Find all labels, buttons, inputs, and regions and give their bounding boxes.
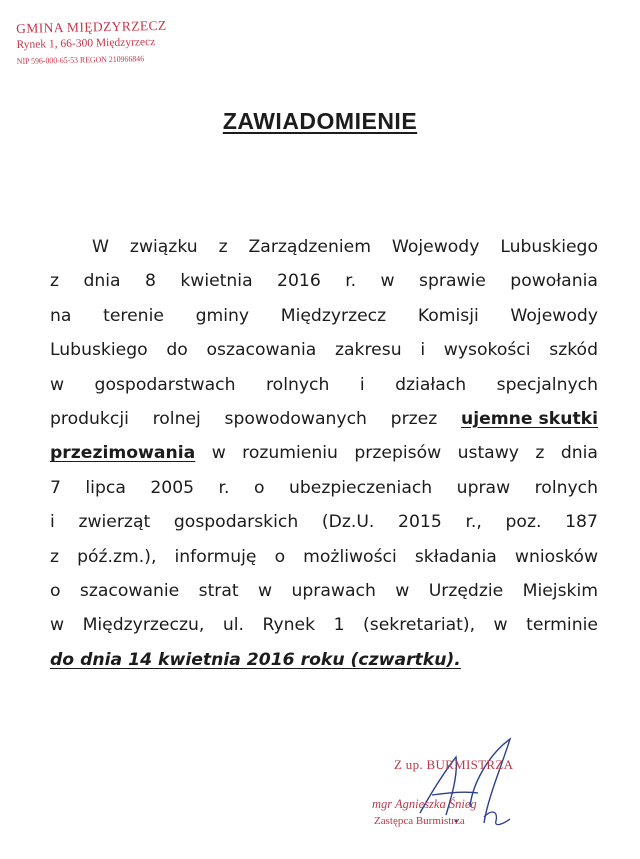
body-word: szkód bbox=[549, 340, 598, 361]
stamp-address: Rynek 1, 66-300 Międzyrzecz bbox=[16, 36, 156, 51]
body-word: przepisów bbox=[354, 443, 442, 464]
body-line bbox=[50, 230, 598, 264]
body-word: zakresu bbox=[334, 340, 402, 361]
body-word: lipca bbox=[85, 477, 126, 498]
body-word: ubezpieczeniach bbox=[288, 477, 433, 498]
body-word: i bbox=[420, 340, 426, 361]
body-word: przez bbox=[390, 408, 438, 429]
body-word: o bbox=[50, 580, 61, 601]
body-word: r., bbox=[465, 512, 482, 533]
body-line bbox=[50, 299, 598, 333]
body-word: wniosków bbox=[514, 546, 598, 567]
body-word: w bbox=[50, 615, 65, 636]
body-word: w bbox=[493, 615, 508, 636]
emphasis-text: ujemne skutki bbox=[460, 408, 598, 429]
body-word: Zarządzeniem bbox=[248, 237, 371, 257]
body-word: terminie bbox=[526, 615, 598, 636]
deadline-line bbox=[50, 643, 598, 677]
body-word: w bbox=[211, 443, 226, 464]
handwritten-signature bbox=[360, 735, 590, 845]
signature-name: mgr Agnieszka Śnieg bbox=[372, 797, 477, 811]
body-word: rolnych bbox=[265, 374, 330, 395]
body-word: rolnych bbox=[534, 477, 598, 498]
body-word: Komisji bbox=[417, 305, 479, 326]
body-word: gospodarskich bbox=[173, 512, 299, 533]
body-word: Wojewody bbox=[391, 237, 480, 257]
body-word: z bbox=[535, 443, 545, 464]
body-word: (sekretariat), bbox=[363, 615, 476, 636]
body-line bbox=[50, 402, 598, 436]
body-word: w bbox=[395, 580, 410, 601]
body-word: gospodarstwach bbox=[94, 374, 236, 395]
body-line bbox=[50, 608, 598, 642]
office-stamp bbox=[16, 16, 197, 67]
body-word: Urzędzie bbox=[428, 580, 504, 601]
body-word: z bbox=[218, 237, 228, 257]
body-line bbox=[50, 540, 598, 574]
deadline-text: do dnia 14 kwietnia 2016 roku (czwartku). bbox=[50, 649, 461, 670]
body-line bbox=[50, 471, 598, 505]
body-line bbox=[50, 368, 598, 402]
body-word: szacowanie bbox=[79, 580, 180, 601]
body-word: na bbox=[50, 305, 72, 326]
body-word: w bbox=[380, 271, 395, 292]
body-line bbox=[50, 574, 598, 608]
body-word: powołania bbox=[510, 271, 598, 292]
body-word: ul. bbox=[222, 615, 244, 636]
body-word: i bbox=[50, 512, 55, 533]
body-word: oszacowania bbox=[206, 340, 317, 361]
stamp-tax-ids: NIP 596-000-65-53 REGON 210966846 bbox=[16, 53, 145, 66]
body-word: upraw bbox=[456, 477, 511, 498]
body-word: 8 bbox=[144, 271, 156, 292]
body-word: działach bbox=[395, 374, 467, 395]
body-line bbox=[50, 505, 598, 539]
body-word: 1 bbox=[333, 615, 345, 636]
body-word: 2005 bbox=[150, 477, 195, 498]
body-word: rolnej bbox=[152, 408, 201, 429]
body-word: uprawach bbox=[291, 580, 376, 601]
body-word: 2015 bbox=[398, 512, 442, 533]
signature-role: Z up. BURMISTRZA bbox=[394, 757, 514, 772]
body-word: dnia bbox=[83, 271, 121, 292]
body-word: Rynek bbox=[262, 615, 316, 636]
body-word: o bbox=[274, 546, 286, 567]
body-word: W bbox=[92, 237, 109, 257]
body-word: zwierząt bbox=[78, 512, 151, 533]
body-word: poz. bbox=[505, 512, 542, 533]
body-word: informuję bbox=[174, 546, 257, 567]
body-line bbox=[50, 333, 598, 367]
signature-block bbox=[360, 735, 590, 845]
stamp-office-name: GMINA MIĘDZYRZECZ bbox=[16, 17, 167, 36]
emphasis-text: przezimowania bbox=[50, 443, 196, 464]
signature-position: Zastępca Burmistrza bbox=[374, 815, 465, 827]
body-word: Wojewody bbox=[510, 305, 598, 326]
body-word: ustawy bbox=[457, 443, 519, 464]
body-word: Międzyrzecz bbox=[280, 305, 387, 326]
body-word: terenie bbox=[103, 305, 164, 326]
body-word: 7 bbox=[50, 477, 61, 498]
body-line bbox=[50, 436, 598, 470]
body-word: Lubuskiego bbox=[500, 237, 598, 257]
body-word: i bbox=[359, 374, 365, 395]
body-word: składania bbox=[414, 546, 497, 567]
body-word: r. bbox=[218, 477, 230, 498]
body-line bbox=[50, 264, 598, 298]
body-word: w bbox=[50, 374, 65, 395]
body-word: Miejskim bbox=[522, 580, 598, 601]
body-word: r. bbox=[345, 271, 357, 292]
body-word: Międzyrzeczu, bbox=[82, 615, 205, 636]
body-word: rozumieniu bbox=[242, 443, 338, 464]
body-word: z bbox=[50, 546, 60, 567]
body-word: kwietnia bbox=[180, 271, 253, 292]
body-word: w bbox=[258, 580, 273, 601]
body-word: do bbox=[166, 340, 188, 361]
body-word: z bbox=[50, 271, 60, 292]
body-word: produkcji bbox=[50, 408, 129, 429]
body-word: sprawie bbox=[419, 271, 486, 292]
notice-body bbox=[50, 230, 598, 677]
body-word: o bbox=[253, 477, 265, 498]
body-word: spowodowanych bbox=[224, 408, 367, 429]
body-word: strat bbox=[198, 580, 239, 601]
body-word: Lubuskiego bbox=[50, 340, 148, 361]
body-word: wysokości bbox=[443, 340, 531, 361]
body-word: 2016 bbox=[277, 271, 321, 292]
body-word: związku bbox=[129, 237, 198, 257]
body-word: gminy bbox=[195, 305, 250, 326]
body-word: póź.zm.), bbox=[77, 546, 157, 567]
body-word: możliwości bbox=[303, 546, 397, 567]
body-word: (Dz.U. bbox=[321, 512, 375, 533]
document-title: ZAWIADOMIENIE bbox=[222, 108, 418, 134]
body-word: dnia bbox=[560, 443, 598, 464]
body-word: 187 bbox=[565, 512, 598, 533]
body-word: specjalnych bbox=[496, 374, 598, 395]
